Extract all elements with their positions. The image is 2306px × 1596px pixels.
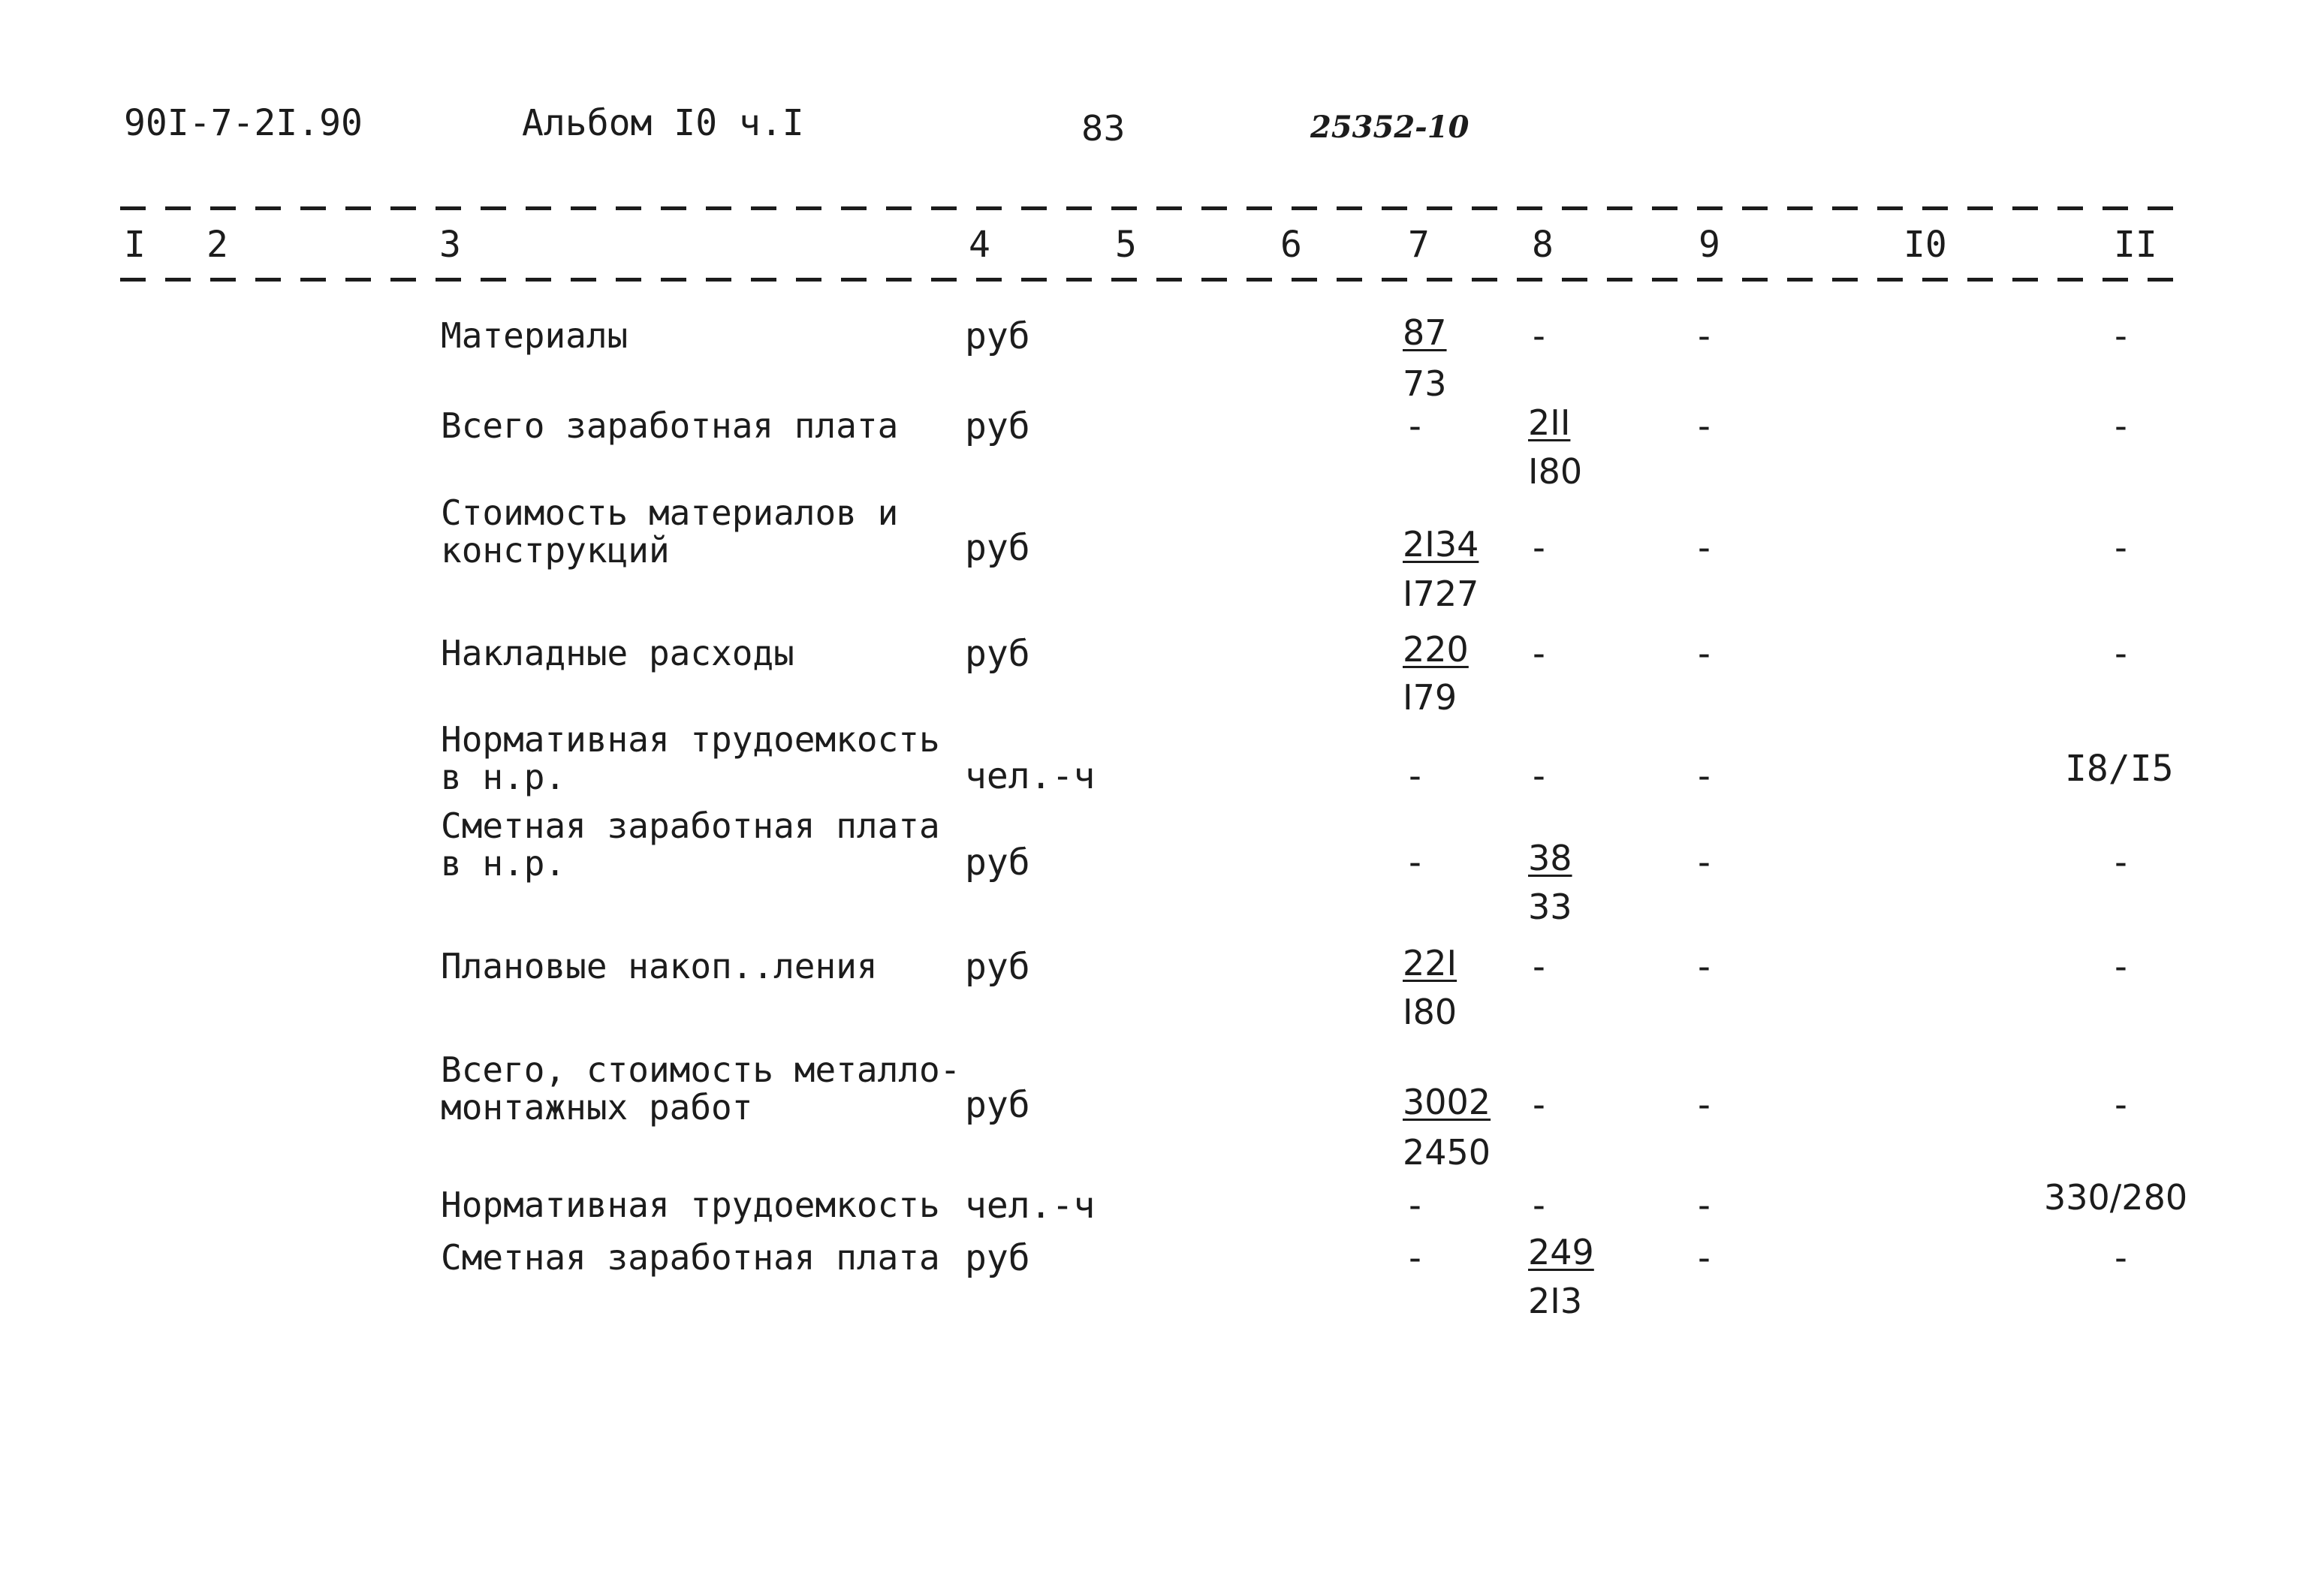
row-unit: руб: [965, 1237, 1030, 1279]
row-name: Накладные расходы: [441, 633, 794, 673]
row-col11-value: -: [2110, 315, 2132, 357]
col-5: 5: [1115, 224, 1137, 266]
row-unit: руб: [965, 842, 1030, 884]
row-col7-value-second: I727: [1403, 574, 1479, 614]
row-col11-value: 330/280: [2044, 1177, 2188, 1218]
row-col7-value: -: [1404, 842, 1426, 884]
row-col8-value: -: [1528, 1084, 1550, 1126]
row-col11-value: -: [2110, 946, 2132, 988]
row-col8-value: -: [1528, 755, 1550, 797]
row-col7-value-second: 2450: [1403, 1132, 1491, 1173]
row-col7-value: 220: [1403, 629, 1469, 670]
row-name: Всего заработная плата: [441, 405, 899, 446]
page-number: 83: [1081, 108, 1126, 149]
col-10: I0: [1904, 224, 1947, 266]
row-col9-value: -: [1693, 405, 1715, 447]
doc-code: 90I-7-2I.90: [124, 102, 363, 144]
row-name: Сметная заработная плата: [441, 1237, 940, 1278]
row-col11-value: -: [2110, 527, 2132, 569]
row-col9-value: -: [1693, 755, 1715, 797]
row-unit: руб: [965, 527, 1030, 569]
row-col8-value: 249: [1528, 1232, 1594, 1272]
col-6: 6: [1280, 224, 1302, 266]
row-name: Нормативная трудоемкость: [441, 1185, 940, 1225]
reference-number: 25352-10: [1310, 110, 1470, 145]
row-col11-value: -: [2110, 405, 2132, 447]
row-unit: руб: [965, 946, 1030, 988]
row-col7-value: 3002: [1403, 1082, 1491, 1122]
row-unit: чел.-ч: [965, 755, 1096, 797]
row-col7-value: 87: [1403, 312, 1447, 353]
row-col7-value: -: [1404, 1185, 1426, 1227]
col-1: I: [124, 224, 146, 266]
col-2: 2: [206, 224, 228, 266]
row-col8-value: -: [1528, 633, 1550, 675]
row-col7-value-second: 73: [1403, 363, 1447, 404]
row-name: Стоимость материалов и конструкций: [441, 492, 899, 571]
row-col9-value: -: [1693, 1237, 1715, 1279]
row-name: Сметная заработная плата в н.р.: [441, 806, 940, 884]
row-col8-value: 38: [1528, 838, 1572, 878]
col-8: 8: [1532, 224, 1554, 266]
row-col11-value: I8/I5: [2065, 748, 2174, 790]
header-top-rule: [120, 206, 2193, 210]
row-col8-value: -: [1528, 527, 1550, 569]
row-col11-value: -: [2110, 1237, 2132, 1279]
row-col11-value: -: [2110, 1084, 2132, 1126]
col-3: 3: [439, 224, 461, 266]
col-7: 7: [1408, 224, 1430, 266]
row-unit: руб: [965, 633, 1030, 675]
col-4: 4: [969, 224, 990, 266]
row-col7-value: -: [1404, 405, 1426, 447]
row-col8-value-second: I80: [1528, 451, 1583, 492]
row-col8-value: 2II: [1528, 402, 1571, 443]
row-col9-value: -: [1693, 1084, 1715, 1126]
row-unit: руб: [965, 315, 1030, 357]
row-col9-value: -: [1693, 315, 1715, 357]
row-col7-value: 22I: [1403, 943, 1457, 983]
row-col8-value-second: 33: [1528, 887, 1572, 927]
row-col9-value: -: [1693, 842, 1715, 884]
row-unit: чел.-ч: [965, 1185, 1096, 1227]
album-label: Альбом I0 ч.I: [522, 102, 804, 144]
row-name: Всего, стоимость металло- монтажных работ: [441, 1049, 961, 1128]
row-col9-value: -: [1693, 633, 1715, 675]
row-col9-value: -: [1693, 946, 1715, 988]
row-unit: руб: [965, 1084, 1030, 1126]
header-bottom-rule: [120, 278, 2193, 282]
row-col7-value-second: I80: [1403, 992, 1457, 1032]
row-name: Материалы: [441, 315, 628, 356]
row-col7-value: -: [1404, 755, 1426, 797]
row-col8-value-second: 2I3: [1528, 1281, 1583, 1321]
col-9: 9: [1699, 224, 1720, 266]
row-col7-value: -: [1404, 1237, 1426, 1279]
row-col11-value: -: [2110, 842, 2132, 884]
row-name: Нормативная трудоемкость в н.р.: [441, 719, 940, 797]
row-col8-value: -: [1528, 315, 1550, 357]
row-unit: руб: [965, 405, 1030, 447]
row-col11-value: -: [2110, 633, 2132, 675]
col-11: II: [2114, 224, 2157, 266]
row-col7-value-second: I79: [1403, 677, 1457, 718]
row-col8-value: -: [1528, 946, 1550, 988]
row-col8-value: -: [1528, 1185, 1550, 1227]
row-col9-value: -: [1693, 1185, 1715, 1227]
row-col9-value: -: [1693, 527, 1715, 569]
row-name: Плановые накоп..ления: [441, 946, 878, 986]
row-col7-value: 2I34: [1403, 524, 1479, 565]
